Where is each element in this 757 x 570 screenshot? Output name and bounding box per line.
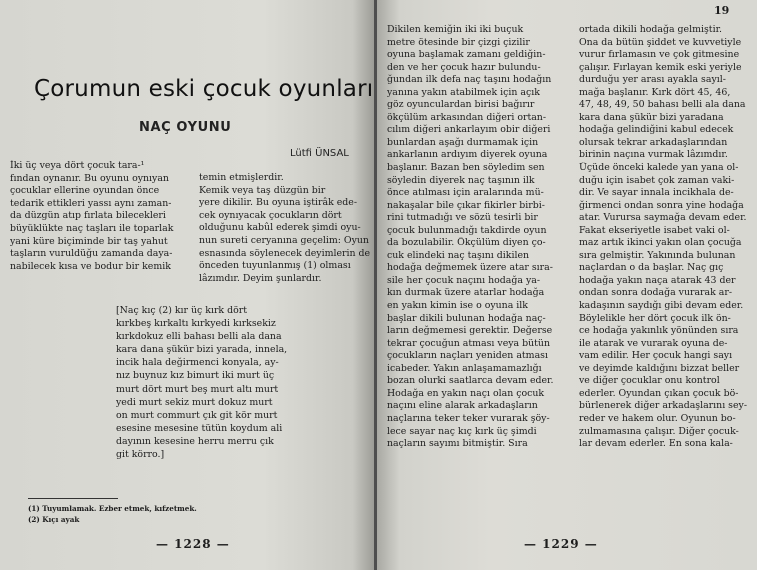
author-name: Lütfi ÜNSAL xyxy=(290,148,349,159)
text-line: çalışır. Fırlayan kemik eski yeriyle xyxy=(579,61,742,73)
text-line: duğu için isabet çok zaman vaki- xyxy=(579,174,735,186)
text-line: bürlenerek diğer arkadaşlarını sey- xyxy=(579,400,748,412)
verse-line: nız buynuz kız bimurt iki murt üç xyxy=(116,370,275,382)
text-line: yere dikilir. Bu oyuna iştirâk ede- xyxy=(199,197,358,209)
text-line: da bozulabilir. Ökçülüm diyen ço- xyxy=(387,237,546,249)
text-line: Böylelikle her dört çocuk ilk ön- xyxy=(579,312,731,324)
verse-line: murt dört murt beş murt altı murt xyxy=(116,383,279,395)
text-line: ce hodağa yakınlık yönünden sıra xyxy=(579,325,739,337)
text-line: Ona da bütün şiddet ve kuvvetiyle xyxy=(579,36,742,48)
text-line: başlanır. Bazan ben söyledim sen xyxy=(387,162,545,174)
text-line: temin etmişlerdir. xyxy=(199,172,284,183)
text-line: fından oynanır. Bu oyunu oynıyan xyxy=(10,172,169,184)
text-line: reder ve hakem olur. Oyunun bo- xyxy=(579,412,736,424)
verse-line: kırkdokuz elli bahası belli ala dana xyxy=(116,331,282,343)
text-line: naçların sayımı bitmiştir. Sıra xyxy=(387,438,528,450)
text-line: naçını eline alarak arkadaşların xyxy=(387,400,538,412)
text-line: hodağa değmemek üzere atar sıra- xyxy=(387,262,553,274)
text-line: söyledin diyerek naç taşının ilk xyxy=(387,174,535,186)
text-line: olduğunu kabûl ederek şimdi oyu- xyxy=(199,222,361,234)
right-column-2 xyxy=(579,24,755,451)
text-line: bunlardan aşağı durmamak için xyxy=(387,136,539,148)
text-line: tekrar çocuğun atması veya bütün xyxy=(387,337,550,349)
text-line: Dikilen kemiğin iki iki buçuk xyxy=(387,24,524,35)
text-line: nun sureti ceryanına geçelim: Oyun xyxy=(199,234,369,246)
text-line: sile her çocuk naçını hodağa ya- xyxy=(387,274,541,286)
text-line: maz artık ikinci yakın olan çocuğa xyxy=(579,237,742,249)
article-subtitle: NAÇ OYUNU xyxy=(139,120,232,135)
text-line: göz oyunculardan birisi bağırır xyxy=(387,99,535,111)
text-line: oyuna başlamak zamanı geldiğin- xyxy=(387,49,546,61)
text-line: başlar dikili bulunan hodağa naç- xyxy=(387,312,546,324)
text-line: bozan olurki saatlarca devam eder. xyxy=(387,375,554,387)
text-line: yanına yakın atabilmek için açık xyxy=(387,86,540,98)
text-line: önce atılması için aralarında mü- xyxy=(387,187,544,199)
text-line: Üçüde önceki kalede yan yana ol- xyxy=(579,162,739,174)
text-line: den ve her çocuk hazır bulundu- xyxy=(387,61,541,73)
text-line: dir. Ve sayar innala incikhala de- xyxy=(579,187,734,199)
text-line: Hodağa en yakın naçı olan çocuk xyxy=(387,387,545,399)
text-line: lar devam ederler. En sona kala- xyxy=(579,438,733,450)
left-column-2 xyxy=(199,172,371,285)
article-title: Çorumun eski çocuk oyunları xyxy=(34,76,374,102)
text-line: Kemik veya taş düzgün bir xyxy=(199,184,326,196)
text-line: ile atarak ve vurarak oyuna de- xyxy=(579,337,728,349)
text-line: yani küre biçiminde bir taş yahut xyxy=(10,235,168,247)
text-line: metre ötesinde bir çizgi çizilir xyxy=(387,36,530,48)
verse-line: [Naç kıç (2) kır üç kırk dört xyxy=(116,305,247,316)
text-line: naçlarına teker teker vurarak şöy- xyxy=(387,412,550,424)
text-line: cılım diğeri ankarlayım obir diğeri xyxy=(387,124,551,136)
footnote: (1) Tuyumlamak. Ezber etmek, kıfzetmek. xyxy=(28,504,197,513)
text-line: ederler. Oyundan çıkan çocuk bö- xyxy=(579,387,739,399)
text-line: ökçülüm arkasından diğeri ortan- xyxy=(387,111,547,123)
text-line: zulmamasına çalışır. Diğer çocuk- xyxy=(579,425,739,437)
text-line: çocuk bulunmadığı takdirde oyun xyxy=(387,224,547,236)
footnote-divider xyxy=(28,498,118,499)
text-line: ondan sonra dodağa vurarak ar- xyxy=(579,287,733,299)
page-number-right: — 1229 — xyxy=(524,537,598,551)
text-line: önceden tuyunlanmış (1) olması xyxy=(199,260,351,272)
text-line: ğundan ilk defa naç taşını hodağın xyxy=(387,74,552,86)
text-line: çocukların naçları yeniden atması xyxy=(387,350,548,362)
text-line: esnasında söylenecek deyimlerin de xyxy=(199,247,371,259)
text-line: icabeder. Yakın anlaşamamazlığı xyxy=(387,362,542,374)
verse-line: esesine mesesine tütün koydum ali xyxy=(116,422,283,434)
verse-line: dayının kesesine herru merru çık xyxy=(116,435,274,447)
verse-block xyxy=(116,304,287,461)
text-line: sıra gelmiştir. Yakınında bulunan xyxy=(579,249,736,261)
text-line: büyüklükte naç taşları ile toparlak xyxy=(10,222,174,234)
text-line: lece sayar naç kıç kırk üç şimdi xyxy=(387,425,537,437)
right-column-1 xyxy=(387,24,571,451)
text-line: nabilecek kısa ve bodur bir kemik xyxy=(10,260,171,272)
corner-number: 19 xyxy=(714,4,730,17)
text-line: tedarik ettikleri yassı aynı zaman- xyxy=(10,197,172,209)
text-line: vurur fırlamasın ve çok gitmesine xyxy=(579,49,740,61)
verse-line: on murt commurt çık git kör murt xyxy=(116,409,278,421)
left-column-1 xyxy=(10,160,183,273)
verse-line: kırkbeş kırkaltı kırkyedi kırksekiz xyxy=(116,318,276,330)
text-line: cek oynıyacak çocukların dört xyxy=(199,209,342,221)
verse-line: kara dana şükür bizi yarada, innela, xyxy=(116,344,288,356)
text-line: ve diğer çocuklar onu kontrol xyxy=(579,375,720,387)
text-line: ankarlanın ardıyım diyerek oyuna xyxy=(387,149,548,161)
text-line: ve deyimde kaldığını bizzat beller xyxy=(579,362,740,374)
text-line: lâzımdır. Deyim şunlardır. xyxy=(199,272,322,284)
left-page xyxy=(0,0,375,570)
text-line: ortada dikili hodağa gelmiştir. xyxy=(579,24,722,35)
text-line: durduğu yer arası ayakla sayıl- xyxy=(579,74,726,86)
text-line: birinin naçına vurmak lâzımdır. xyxy=(579,149,728,161)
text-line: kın durmak üzere atarlar hodağa xyxy=(387,287,545,299)
text-line: naçlardan o da başlar. Naç gıç xyxy=(579,262,724,274)
text-line: İki üç veya dört çocuk tara-¹ xyxy=(10,160,145,171)
text-line: kara dana şükür bizi yaradana xyxy=(579,111,724,123)
text-line: mağa başlanır. Kırk dört 45, 46, xyxy=(579,86,731,98)
text-line: nakaşalar bile çıkar fikirler birbi- xyxy=(387,199,545,211)
page-number-left: — 1228 — xyxy=(156,537,230,551)
text-line: da düzgün atıp fırlata bilecekleri xyxy=(10,210,166,222)
text-line: en yakın kimin ise o oyuna ilk xyxy=(387,300,528,312)
text-line: olursak tekrar arkadaşlarından xyxy=(579,136,728,148)
footnotes xyxy=(28,503,197,525)
verse-line: yedi murt sekiz murt dokuz murt xyxy=(116,396,273,408)
text-line: ların değmemesi gerektir. Değerse xyxy=(387,325,553,337)
text-line: kadaşının saydığı gibi devam eder. xyxy=(579,300,744,312)
text-line: 47, 48, 49, 50 bahası belli ala dana xyxy=(579,99,746,111)
verse-line: incik hala değirmenci konyala, ay- xyxy=(116,357,279,369)
right-page xyxy=(377,0,757,570)
text-line: atar. Vurursa saymağa devam eder. xyxy=(579,212,747,224)
text-line: ğirmenci ondan sonra yine hodağa xyxy=(579,199,744,211)
verse-line: git körro.] xyxy=(116,449,165,461)
text-line: çocuklar ellerine oyundan önce xyxy=(10,185,160,197)
text-line: cuk elindeki naç taşını dikilen xyxy=(387,249,530,261)
footnote: (2) Kıçı ayak xyxy=(28,515,80,524)
text-line: rini tutmadığı ve sözü tesirli bir xyxy=(387,212,538,224)
text-line: taşların vuruldüğu zamanda daya- xyxy=(10,248,173,260)
text-line: hodağa yakın naça atarak 43 der xyxy=(579,274,736,286)
text-line: vam edilir. Her çocuk hangi sayı xyxy=(579,350,733,362)
text-line: hodağa gelindiğini kabul edecek xyxy=(579,124,734,136)
text-line: Fakat ekseriyetle isabet vaki ol- xyxy=(579,224,730,236)
